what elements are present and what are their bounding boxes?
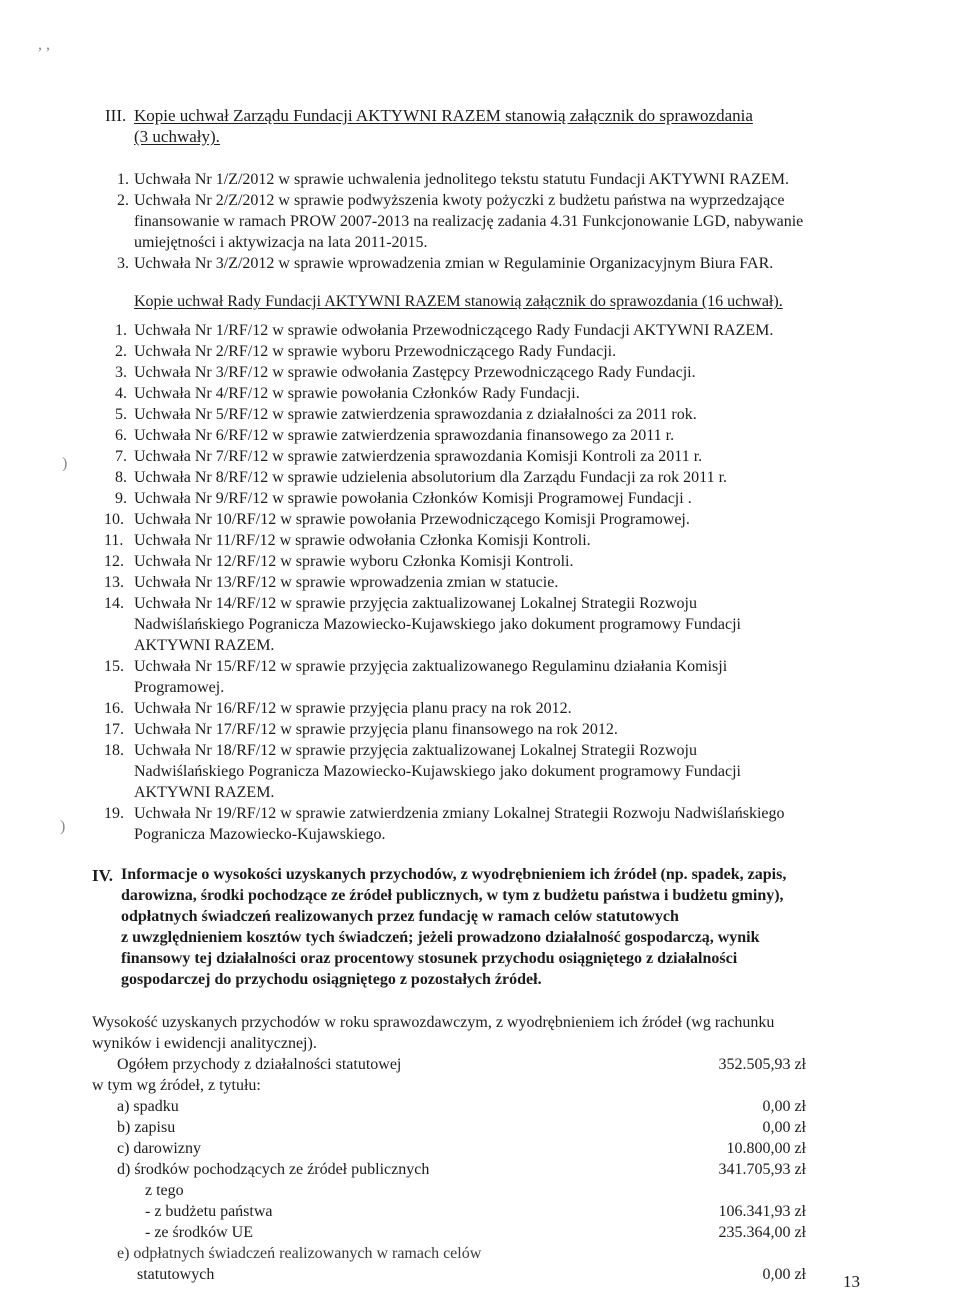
list-item-cont: Nadwiślańskiego Pogranicza Mazowiecko-Kujawskiego jako dokument programowy Fundacji bbox=[134, 616, 741, 633]
revenue-row-value: 106.341,93 zł bbox=[718, 1203, 806, 1220]
list-item-number: 1. bbox=[115, 322, 127, 339]
revenue-row-label: w tym wg źródeł, z tytułu: bbox=[92, 1077, 261, 1094]
list-item: Uchwała Nr 19/RF/12 w sprawie zatwierdzenia zmiany Lokalnej Strategii Rozwoju Nadwiślańskiego bbox=[134, 805, 785, 822]
list-item-number: 2. bbox=[115, 343, 127, 360]
revenue-row-label: Ogółem przychody z działalności statutowej bbox=[117, 1056, 402, 1073]
revenue-row-label: d) środków pochodzących ze źródeł publicznych bbox=[117, 1161, 430, 1178]
list-item-cont: umiejętności i aktywizacja na lata 2011-2015. bbox=[134, 234, 428, 251]
section-4-heading-cont: gospodarczej do przychodu osiągniętego z pozostałych źródeł. bbox=[121, 971, 542, 988]
revenue-row-value: 235.364,00 zł bbox=[718, 1224, 806, 1241]
revenue-row-value: 0,00 zł bbox=[762, 1098, 806, 1115]
list-item-cont: Programowej. bbox=[134, 679, 225, 696]
list-item-number: 6. bbox=[115, 427, 127, 444]
list-item: Uchwała Nr 15/RF/12 w sprawie przyjęcia zaktualizowanego Regulaminu działania Komisji bbox=[134, 658, 728, 675]
list-item-number: 4. bbox=[115, 385, 127, 402]
revenue-row-value: 341.705,93 zł bbox=[718, 1161, 806, 1178]
section-3-heading-cont: (3 uchwały). bbox=[134, 127, 220, 146]
list-item-number: 19. bbox=[104, 805, 124, 822]
list-item-number: 7. bbox=[115, 448, 127, 465]
list-item: Uchwała Nr 1/Z/2012 w sprawie uchwalenia jednolitego tekstu statutu Fundacji AKTYWNI RAZEM. bbox=[134, 171, 789, 188]
list-item: Uchwała Nr 11/RF/12 w sprawie odwołania Członka Komisji Kontroli. bbox=[134, 532, 591, 549]
list-item-number: 12. bbox=[104, 553, 124, 570]
section-4-heading-cont: finansowy tej działalności oraz procentowy stosunek przychodu osiągniętego z działalności bbox=[121, 950, 738, 967]
revenue-row-label: - ze środków UE bbox=[145, 1224, 253, 1241]
section-4-heading-cont: odpłatnych świadczeń realizowanych przez fundację w ramach celów statutowych bbox=[121, 908, 679, 925]
list-item: Uchwała Nr 2/RF/12 w sprawie wyboru Przewodniczącego Rady Fundacji. bbox=[134, 343, 617, 360]
list-item: Uchwała Nr 13/RF/12 w sprawie wprowadzenia zmian w statucie. bbox=[134, 574, 559, 591]
list-item: Uchwała Nr 12/RF/12 w sprawie wyboru Członka Komisji Kontroli. bbox=[134, 553, 574, 570]
list-item-cont: Pogranicza Mazowiecko-Kujawskiego. bbox=[134, 826, 386, 843]
revenue-row-label: a) spadku bbox=[117, 1098, 179, 1115]
revenue-row-label: e) odpłatnych świadczeń realizowanych w ramach celów bbox=[117, 1245, 482, 1262]
list-item-cont: finansowanie w ramach PROW 2007-2013 na realizację zadania 4.31 Funkcjonowanie LGD, nabywanie bbox=[134, 213, 804, 230]
list-item: Uchwała Nr 3/Z/2012 w sprawie wprowadzenia zmian w Regulaminie Organizacyjnym Biura FAR. bbox=[134, 255, 774, 272]
revenue-row-label: b) zapisu bbox=[117, 1119, 176, 1136]
list-item-number: 13. bbox=[104, 574, 124, 591]
list-item-number: 11. bbox=[104, 532, 124, 549]
scan-bracket-mark: ) bbox=[62, 455, 68, 472]
list-item: Uchwała Nr 1/RF/12 w sprawie odwołania Przewodniczącego Rady Fundacji AKTYWNI RAZEM. bbox=[134, 322, 774, 339]
list-item-cont: AKTYWNI RAZEM. bbox=[134, 637, 275, 654]
list-item: Uchwała Nr 14/RF/12 w sprawie przyjęcia zaktualizowanej Lokalnej Strategii Rozwoju bbox=[134, 595, 697, 612]
revenue-row-label: c) darowizny bbox=[117, 1140, 201, 1157]
scan-mark-top: , , bbox=[38, 36, 50, 53]
list-item-number: 10. bbox=[104, 511, 124, 528]
revenue-row-label: z tego bbox=[145, 1182, 184, 1199]
list-item-number: 1. bbox=[117, 171, 129, 188]
list-item-number: 9. bbox=[115, 490, 127, 507]
list-item: Uchwała Nr 2/Z/2012 w sprawie podwyższenia kwoty pożyczki z budżetu państwa na wyprzedzające bbox=[134, 192, 785, 209]
list-item: Uchwała Nr 7/RF/12 w sprawie zatwierdzenia sprawozdania Komisji Kontroli za 2011 r. bbox=[134, 448, 703, 465]
list-item: Uchwała Nr 3/RF/12 w sprawie odwołania Zastępcy Przewodniczącego Rady Fundacji. bbox=[134, 364, 696, 381]
list-item: Uchwała Nr 6/RF/12 w sprawie zatwierdzenia sprawozdania finansowego za 2011 r. bbox=[134, 427, 675, 444]
list-item-number: 3. bbox=[115, 364, 127, 381]
list-item-number: 15. bbox=[104, 658, 124, 675]
revenue-row-label: statutowych bbox=[137, 1266, 215, 1283]
section-4-number: IV. bbox=[92, 866, 113, 885]
intro-paragraph: Wysokość uzyskanych przychodów w roku sprawozdawczym, z wyodrębnieniem ich źródeł (wg rachunku bbox=[92, 1014, 775, 1031]
list-item-number: 3. bbox=[117, 255, 129, 272]
page-number: 13 bbox=[843, 1272, 860, 1291]
list-item-number: 17. bbox=[104, 721, 124, 738]
list-item: Uchwała Nr 9/RF/12 w sprawie powołania Członków Komisji Programowej Fundacji . bbox=[134, 490, 692, 507]
scan-bracket-mark: ) bbox=[60, 818, 66, 835]
list-item: Uchwała Nr 16/RF/12 w sprawie przyjęcia planu pracy na rok 2012. bbox=[134, 700, 572, 717]
list-item-number: 5. bbox=[115, 406, 127, 423]
list-item: Uchwała Nr 4/RF/12 w sprawie powołania Członków Rady Fundacji. bbox=[134, 385, 580, 402]
section-3-heading: Kopie uchwał Zarządu Fundacji AKTYWNI RAZEM stanowią załącznik do sprawozdania bbox=[134, 106, 753, 125]
list-item-number: 14. bbox=[104, 595, 124, 612]
rada-heading: Kopie uchwał Rady Fundacji AKTYWNI RAZEM stanowią załącznik do sprawozdania (16 uchwał). bbox=[134, 293, 783, 310]
revenue-row-value: 352.505,93 zł bbox=[718, 1056, 806, 1073]
revenue-row-value: 0,00 zł bbox=[762, 1119, 806, 1136]
revenue-row-value: 10.800,00 zł bbox=[726, 1140, 806, 1157]
list-item-cont: AKTYWNI RAZEM. bbox=[134, 784, 275, 801]
list-item-number: 16. bbox=[104, 700, 124, 717]
list-item: Uchwała Nr 5/RF/12 w sprawie zatwierdzenia sprawozdania z działalności za 2011 rok. bbox=[134, 406, 697, 423]
revenue-row-value: 0,00 zł bbox=[762, 1266, 806, 1283]
section-4-heading-cont: darowizna, środki pochodzące ze źródeł publicznych, w tym z budżetu państwa i budżetu gminy), bbox=[121, 887, 784, 904]
list-item: Uchwała Nr 10/RF/12 w sprawie powołania Przewodniczącego Komisji Programowej. bbox=[134, 511, 690, 528]
section-4-heading-cont: z uwzględnieniem kosztów tych świadczeń; jeżeli prowadzono działalność gospodarczą, wynik bbox=[121, 929, 760, 946]
list-item: Uchwała Nr 8/RF/12 w sprawie udzielenia absolutorium dla Zarządu Fundacji za rok 2011 r. bbox=[134, 469, 728, 486]
list-item-number: 8. bbox=[115, 469, 127, 486]
list-item: Uchwała Nr 17/RF/12 w sprawie przyjęcia planu finansowego na rok 2012. bbox=[134, 721, 618, 738]
list-item-number: 2. bbox=[117, 192, 129, 209]
intro-paragraph-cont: wyników i ewidencji analitycznej). bbox=[92, 1035, 317, 1052]
list-item-cont: Nadwiślańskiego Pogranicza Mazowiecko-Kujawskiego jako dokument programowy Fundacji bbox=[134, 763, 741, 780]
section-3-number: III. bbox=[105, 106, 127, 125]
revenue-row-label: - z budżetu państwa bbox=[145, 1203, 273, 1220]
list-item-number: 18. bbox=[104, 742, 124, 759]
section-4-heading: Informacje o wysokości uzyskanych przychodów, z wyodrębnieniem ich źródeł (np. spadek, zapis, bbox=[121, 866, 787, 883]
list-item: Uchwała Nr 18/RF/12 w sprawie przyjęcia zaktualizowanej Lokalnej Strategii Rozwoju bbox=[134, 742, 697, 759]
